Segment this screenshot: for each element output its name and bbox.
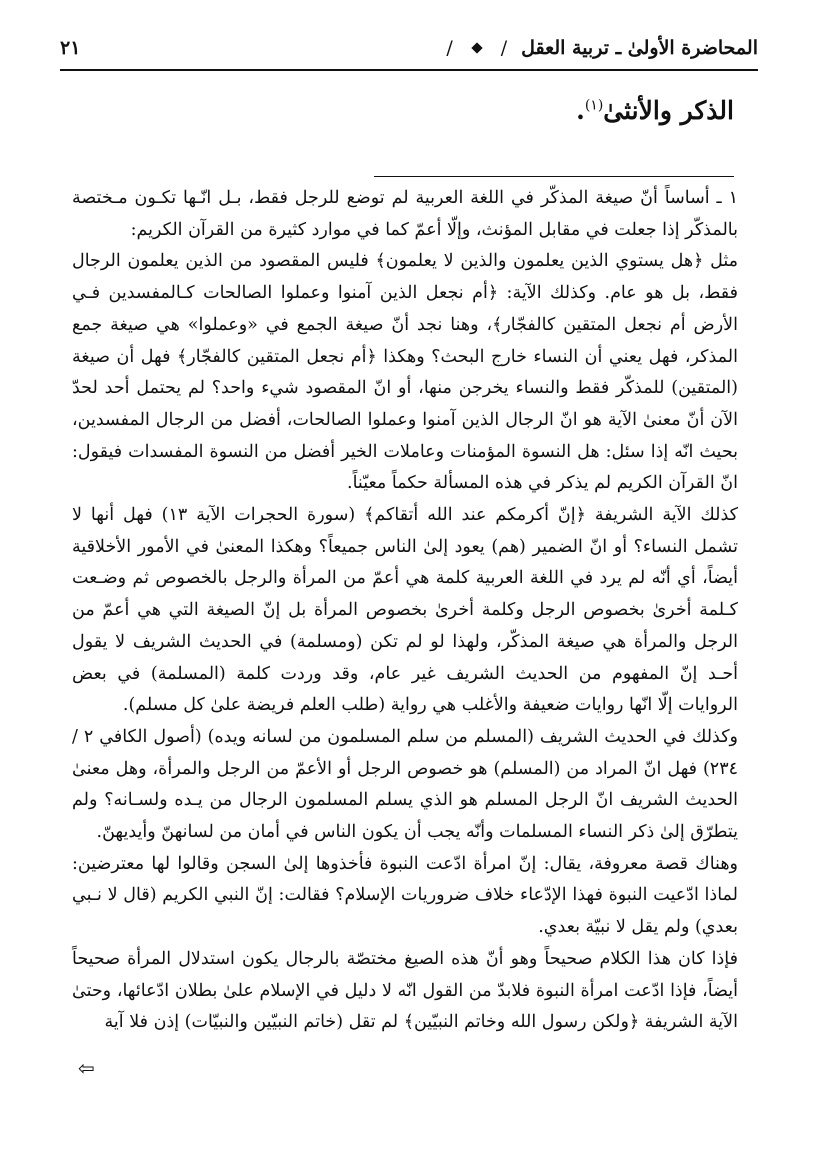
- footnote-marker: (١): [584, 97, 604, 114]
- header-title-group: [446, 37, 758, 59]
- continuation-arrow-icon: ⇦: [78, 1056, 95, 1080]
- footnote-paragraph: مثل ﴿هل يستوي الذين يعلمون والذين لا يعلمون﴾ فليس المقصود من الذين يعلمون الرجال فقط، بل هو عام. وكذلك الآية: ﴿أم نجعل الذين آمنوا وعملوا الصالحات كـالمفسدين فـي الأرض أم نجعل المتقين كالفجّار﴾، وهنا نجد أنّ صيغة الجمع في «وعملوا» هي صيغة جمع المذكر، فهل يعني أن النساء خارج البحث؟ وهكذا ﴿أم نجعل المتقين كالفجّار﴾ فهل أن صيغة (المتقين) للمذكّر فقط والنساء يخرجن منها، أو انّ المقصود شيء واحد؟ لم يحتمل أحد لحدّ الآن أنّ معنىٰ الآية هو انّ الرجال الذين آمنوا وعملوا الصالحات، أفضل من الرجال المفسدين، بحيث انّه إذا سئل: هل النسوة المؤمنات وعاملات الخير أفضل من النسوة المفسدات فيقول: انّ القرآن الكريم لم يذكر في هذه المسألة حكماً معيّناً.: [72, 251, 738, 494]
- footnote-paragraph: فإذا كان هذا الكلام صحيحاً وهو أنّ هذه الصيغ مختصّة بالرجال يكون استدلال المرأة صحيحاً أيضاً، فإذا ادّعت امرأة النبوة فلابدّ من القول انّه لا دليل في الإسلام علىٰ بطلان ادّعائها، وحتىٰ الآية الشريفة ﴿ولكن رسول الله وخاتم النبيّين﴾ لم تقل (خاتم النبيّين والنبيّات) إذن فلا آية: [72, 948, 738, 1033]
- footnote-paragraph: كذلك الآية الشريفة ﴿إنّ أكرمكم عند الله أتقاكم﴾ (سورة الحجرات الآية ١٣) فهل أنها لا تشمل النساء؟ أو انّ الضمير (هم) يعود إلىٰ الناس جميعاً؟ وهكذا المعنىٰ في الأمور الأخلاقية أيضاً، أي أنّه لم يرد في اللغة العربية كلمة هي أعمّ من المرأة والرجل بالخصوص ثم وضـعت كـلمة أخرىٰ بخصوص الرجل وكلمة أخرىٰ بخصوص المرأة بل إنّ الصيغة التي هي أعمّ من الرجل والمرأة هي صيغة المذكّر، ولهذا لو لم تكن (ومسلمة) في الحديث الشريف لا يقول أحـد إنّ المفهوم من الحديث الشريف غير عام، وقد وردت كلمة (المسلمة) في بعض الروايات إلّا انّها روايات ضعيفة والأغلب هي رواية (طلب العلم فريضة علىٰ كل مسلم).: [72, 505, 738, 716]
- header-rule: [60, 69, 758, 71]
- diamond-icon: [471, 42, 482, 53]
- header-separator: /: [500, 37, 508, 59]
- heading-period: .: [576, 96, 585, 125]
- footnote-paragraph: ١ ـ أساساً أنّ صيغة المذكّر في اللغة العربية لم توضع للرجل فقط، بـل انّـها تكـون مـختصة بالمذكّر إذا جعلت في مقابل المؤنث، وإلّا أعمّ كما في موارد كثيرة من القرآن الكريم:: [72, 188, 738, 240]
- footnote-paragraph: وكذلك في الحديث الشريف (المسلم من سلم المسلمون من لسانه ويده) (أصول الكافي ٢ / ٢٣٤) فهل انّ المراد من (المسلم) هو خصوص الرجل أو الأعمّ من الرجل والمرأة، وهل معنىٰ الحديث الشريف انّ الرجل المسلم هو الذي يسلم المسلمون الرجال من يـده ولسـانه؟ ولم يتطرّق إلىٰ ذكر النساء المسلمات وأنّه يجب أن يكون الناس في أمان من لسانهنّ وأيديهنّ.: [72, 726, 738, 843]
- footnote-paragraph: وهناك قصة معروفة، يقال: إنّ امرأة ادّعت النبوة فأخذوها إلىٰ السجن وقالوا لها معترضين: لماذا ادّعيت النبوة فهذا الإدّعاء خلاف ضروريات الإسلام؟ فقالت: إنّ النبي الكريم (قال لا نـبي بعدي) ولم يقل لا نبيّة بعدي.: [72, 853, 738, 938]
- running-header: [60, 30, 758, 66]
- section-heading: [576, 96, 734, 125]
- heading-text: الذكر والأنثىٰ: [603, 96, 734, 125]
- footnote-separator: [374, 176, 734, 177]
- header-separator: /: [446, 37, 453, 59]
- chapter-title: المحاضرة الأولىٰ ـ تربية العقل: [521, 37, 758, 59]
- page-number: ٢١: [60, 37, 81, 59]
- footnote-body: [72, 183, 738, 1039]
